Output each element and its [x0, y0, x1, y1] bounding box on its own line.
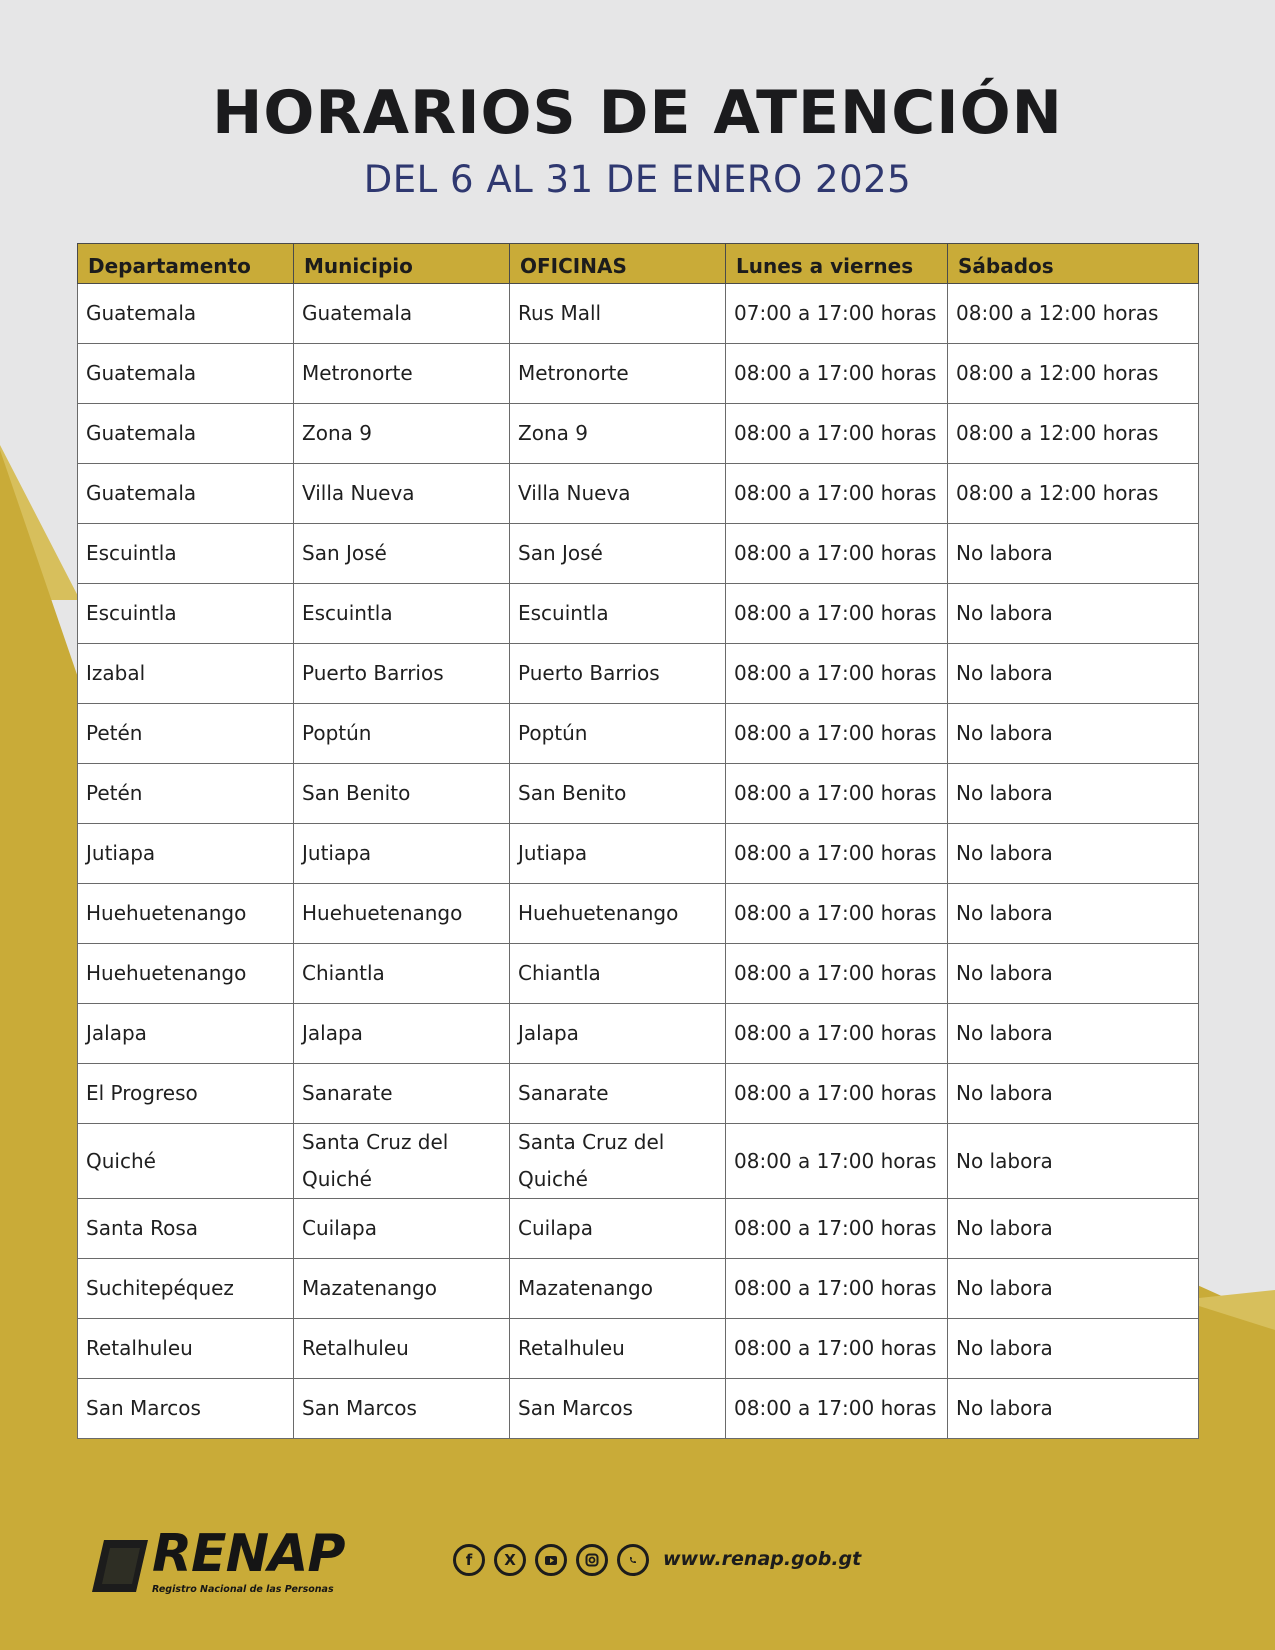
table-cell: Escuintla — [294, 584, 510, 644]
table-cell: 08:00 a 17:00 horas — [726, 1319, 948, 1379]
table-cell: No labora — [948, 944, 1199, 1004]
table-cell: Metronorte — [510, 344, 726, 404]
table-cell: No labora — [948, 1064, 1199, 1124]
table-row — [78, 644, 1199, 704]
table-cell: Escuintla — [510, 584, 726, 644]
instagram-icon[interactable] — [576, 1544, 608, 1576]
table-cell: San Marcos — [510, 1379, 726, 1439]
table-cell: 08:00 a 17:00 horas — [726, 764, 948, 824]
table-row — [78, 344, 1199, 404]
table-row — [78, 704, 1199, 764]
table-cell: Metronorte — [294, 344, 510, 404]
table-cell: El Progreso — [78, 1064, 294, 1124]
page-subtitle: DEL 6 AL 31 DE ENERO 2025 — [363, 158, 912, 201]
table-cell: Santa Cruz del Quiché — [294, 1124, 510, 1199]
table-cell: No labora — [948, 824, 1199, 884]
table-cell: Villa Nueva — [510, 464, 726, 524]
table-cell: Guatemala — [78, 284, 294, 344]
table-cell: 07:00 a 17:00 horas — [726, 284, 948, 344]
table-cell: Jutiapa — [510, 824, 726, 884]
table-cell: No labora — [948, 524, 1199, 584]
table-cell: 08:00 a 17:00 horas — [726, 1004, 948, 1064]
column-header: OFICINAS — [510, 244, 726, 284]
table-cell: Cuilapa — [294, 1199, 510, 1259]
logo-subtitle: Registro Nacional de las Personas — [152, 1584, 334, 1595]
table-cell: Guatemala — [78, 464, 294, 524]
table-cell: Suchitepéquez — [78, 1259, 294, 1319]
table-row — [78, 524, 1199, 584]
table-cell: Sanarate — [294, 1064, 510, 1124]
footer — [90, 1524, 1190, 1610]
table-cell: San José — [294, 524, 510, 584]
table-cell: Jutiapa — [78, 824, 294, 884]
table-cell: Rus Mall — [510, 284, 726, 344]
table-cell: Guatemala — [78, 404, 294, 464]
table-cell: No labora — [948, 1259, 1199, 1319]
table-row — [78, 884, 1199, 944]
table-cell: 08:00 a 17:00 horas — [726, 1199, 948, 1259]
schedule-table — [77, 243, 1199, 1439]
table-cell: No labora — [948, 1379, 1199, 1439]
table-cell: San Marcos — [78, 1379, 294, 1439]
table-cell: Escuintla — [78, 584, 294, 644]
table-cell: Chiantla — [510, 944, 726, 1004]
table-cell: No labora — [948, 704, 1199, 764]
table-cell: Sanarate — [510, 1064, 726, 1124]
table-row — [78, 1259, 1199, 1319]
table-row — [78, 824, 1199, 884]
table-cell: No labora — [948, 1124, 1199, 1199]
table-cell: Jalapa — [510, 1004, 726, 1064]
logo-text: RENAP — [152, 1524, 345, 1584]
table-cell: Mazatenango — [510, 1259, 726, 1319]
table-row — [78, 1064, 1199, 1124]
table-cell: Retalhuleu — [294, 1319, 510, 1379]
table-cell: Escuintla — [78, 524, 294, 584]
table-cell: No labora — [948, 644, 1199, 704]
table-cell: No labora — [948, 1319, 1199, 1379]
table-cell: Izabal — [78, 644, 294, 704]
table-cell: Retalhuleu — [510, 1319, 726, 1379]
table-cell: 08:00 a 17:00 horas — [726, 1124, 948, 1199]
table-cell: San Benito — [510, 764, 726, 824]
table-cell: 08:00 a 17:00 horas — [726, 344, 948, 404]
table-cell: Poptún — [510, 704, 726, 764]
table-cell: Santa Cruz del Quiché — [510, 1124, 726, 1199]
table-row — [78, 284, 1199, 344]
youtube-icon[interactable] — [535, 1544, 567, 1576]
column-header: Municipio — [294, 244, 510, 284]
table-cell: 08:00 a 17:00 horas — [726, 1064, 948, 1124]
table-row — [78, 404, 1199, 464]
table-cell: 08:00 a 17:00 horas — [726, 644, 948, 704]
table-cell: 08:00 a 17:00 horas — [726, 824, 948, 884]
table-cell: 08:00 a 17:00 horas — [726, 404, 948, 464]
table-cell: 08:00 a 12:00 horas — [948, 404, 1199, 464]
x-icon[interactable]: X — [494, 1544, 526, 1576]
table-row — [78, 1004, 1199, 1064]
table-cell: Huehuetenango — [78, 884, 294, 944]
table-cell: Cuilapa — [510, 1199, 726, 1259]
table-row — [78, 944, 1199, 1004]
table-cell: Poptún — [294, 704, 510, 764]
table-cell: 08:00 a 17:00 horas — [726, 524, 948, 584]
table-cell: Guatemala — [294, 284, 510, 344]
table-cell: 08:00 a 17:00 horas — [726, 884, 948, 944]
table-cell: 08:00 a 12:00 horas — [948, 284, 1199, 344]
table-cell: Petén — [78, 704, 294, 764]
table-cell: 08:00 a 17:00 horas — [726, 944, 948, 1004]
table-cell: No labora — [948, 884, 1199, 944]
table-cell: Puerto Barrios — [294, 644, 510, 704]
table-cell: 08:00 a 12:00 horas — [948, 344, 1199, 404]
social-links — [453, 1544, 658, 1576]
table-cell: Puerto Barrios — [510, 644, 726, 704]
table-row — [78, 1319, 1199, 1379]
table-row — [78, 1199, 1199, 1259]
column-header: Departamento — [78, 244, 294, 284]
table-row — [78, 764, 1199, 824]
table-cell: Jalapa — [78, 1004, 294, 1064]
table-cell: Huehuetenango — [294, 884, 510, 944]
table-cell: Guatemala — [78, 344, 294, 404]
table-cell: Huehuetenango — [510, 884, 726, 944]
table-row — [78, 464, 1199, 524]
table-cell: San José — [510, 524, 726, 584]
table-cell: Huehuetenango — [78, 944, 294, 1004]
table-cell: Retalhuleu — [78, 1319, 294, 1379]
table-cell: No labora — [948, 1004, 1199, 1064]
table-cell: Villa Nueva — [294, 464, 510, 524]
table-cell: Jutiapa — [294, 824, 510, 884]
table-cell: 08:00 a 17:00 horas — [726, 1259, 948, 1319]
table-header-row — [78, 244, 1199, 284]
table-cell: No labora — [948, 584, 1199, 644]
table-cell: 08:00 a 12:00 horas — [948, 464, 1199, 524]
page-title: HORARIOS DE ATENCIÓN — [212, 78, 1063, 148]
table-cell: 08:00 a 17:00 horas — [726, 584, 948, 644]
table-cell: Petén — [78, 764, 294, 824]
column-header: Lunes a viernes — [726, 244, 948, 284]
table-cell: 08:00 a 17:00 horas — [726, 464, 948, 524]
table-cell: No labora — [948, 764, 1199, 824]
renap-logo-mark-icon — [90, 1538, 150, 1594]
renap-logo — [90, 1524, 400, 1602]
table-cell: Chiantla — [294, 944, 510, 1004]
table-cell: San Benito — [294, 764, 510, 824]
whatsapp-icon[interactable] — [617, 1544, 649, 1576]
table-cell: Zona 9 — [510, 404, 726, 464]
website-link[interactable]: www.renap.gob.gt — [663, 1548, 862, 1570]
table-cell: 08:00 a 17:00 horas — [726, 704, 948, 764]
table-row — [78, 1124, 1199, 1199]
table-cell: Zona 9 — [294, 404, 510, 464]
table-cell: Santa Rosa — [78, 1199, 294, 1259]
table-cell: 08:00 a 17:00 horas — [726, 1379, 948, 1439]
table-cell: San Marcos — [294, 1379, 510, 1439]
table-row — [78, 584, 1199, 644]
column-header: Sábados — [948, 244, 1199, 284]
table-row — [78, 1379, 1199, 1439]
table-cell: Mazatenango — [294, 1259, 510, 1319]
table-cell: No labora — [948, 1199, 1199, 1259]
facebook-icon[interactable]: f — [453, 1544, 485, 1576]
table-cell: Jalapa — [294, 1004, 510, 1064]
table-cell: Quiché — [78, 1124, 294, 1199]
